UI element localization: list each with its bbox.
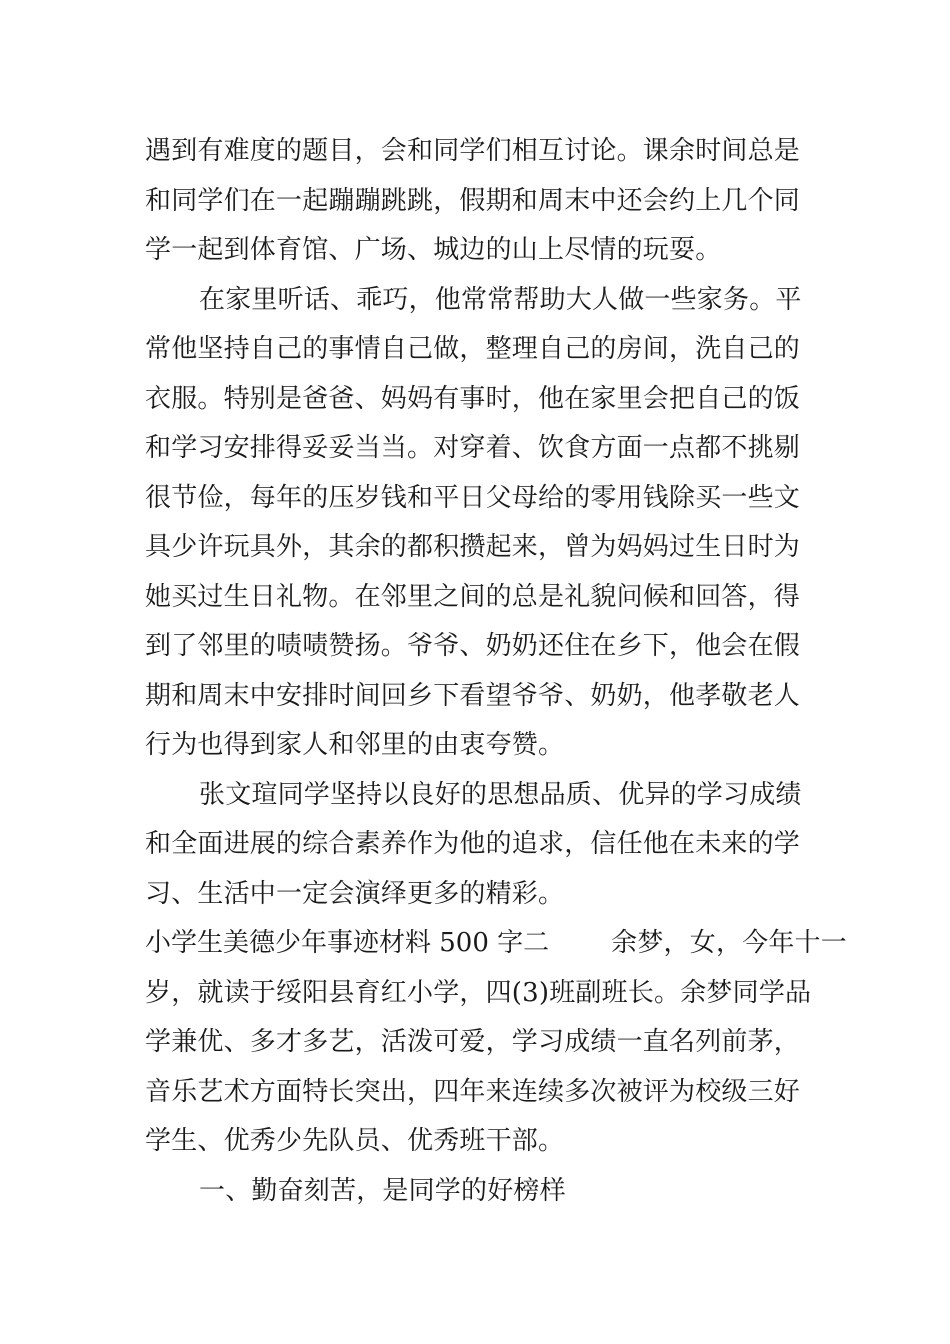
subheading: 一、勤奋刻苦，是同学的好榜样 bbox=[199, 1175, 566, 1206]
paragraph-line: 习、生活中一定会演绎更多的精彩。 bbox=[145, 878, 565, 909]
paragraph-line: 和同学们在一起蹦蹦跳跳，假期和周末中还会约上几个同 bbox=[145, 185, 801, 216]
paragraph-line: 学一起到体育馆、广场、城边的山上尽情的玩耍。 bbox=[145, 235, 722, 265]
paragraph-line: 岁，就读于绥阳县育红小学，四(3)班副班长。余梦同学品 bbox=[145, 977, 812, 1008]
section-heading: 小学生美德少年事迹材料 500 字二 bbox=[145, 928, 550, 958]
paragraph-line: 衣服。特别是爸爸、妈妈有事时，他在家里会把自己的饭 bbox=[145, 383, 801, 414]
paragraph-line: 学兼优、多才多艺，活泼可爱，学习成绩一直名列前茅， bbox=[145, 1027, 801, 1057]
paragraph-line: 具少许玩具外，其余的都积攒起来，曾为妈妈过生日时为 bbox=[145, 532, 801, 562]
paragraph-line: 张文瑄同学坚持以良好的思想品质、优异的学习成绩 bbox=[199, 779, 802, 810]
paragraph-line: 行为也得到家人和邻里的由衷夸赞。 bbox=[145, 730, 565, 760]
paragraph-line: 学生、优秀少先队员、优秀班干部。 bbox=[145, 1126, 565, 1156]
paragraph-text: 余梦，女，今年十一 bbox=[611, 928, 847, 958]
paragraph-line: 到了邻里的啧啧赞扬。爷爷、奶奶还住在乡下，他会在假 bbox=[145, 631, 801, 661]
paragraph-line: 她买过生日礼物。在邻里之间的总是礼貌问候和回答，得 bbox=[145, 581, 801, 612]
paragraph-line: 和学习安排得妥妥当当。对穿着、饮食方面一点都不挑剔 bbox=[145, 433, 801, 463]
paragraph-line: 遇到有难度的题目，会和同学们相互讨论。课余时间总是 bbox=[145, 136, 801, 166]
paragraph-line: 音乐艺术方面特长突出，四年来连续多次被评为校级三好 bbox=[145, 1076, 801, 1107]
paragraph-line: 很节俭，每年的压岁钱和平日父母给的零用钱除买一些文 bbox=[145, 482, 801, 513]
section-heading-line bbox=[145, 919, 847, 969]
paragraph-line: 常他坚持自己的事情自己做，整理自己的房间，洗自己的 bbox=[145, 334, 801, 364]
document-body bbox=[145, 127, 847, 1216]
paragraph-line: 期和周末中安排时间回乡下看望爷爷、奶奶，他孝敬老人 bbox=[145, 680, 801, 711]
paragraph-line: 在家里听话、乖巧，他常常帮助大人做一些家务。平 bbox=[199, 284, 802, 315]
paragraph-line: 和全面进展的综合素养作为他的追求，信任他在未来的学 bbox=[145, 829, 801, 859]
